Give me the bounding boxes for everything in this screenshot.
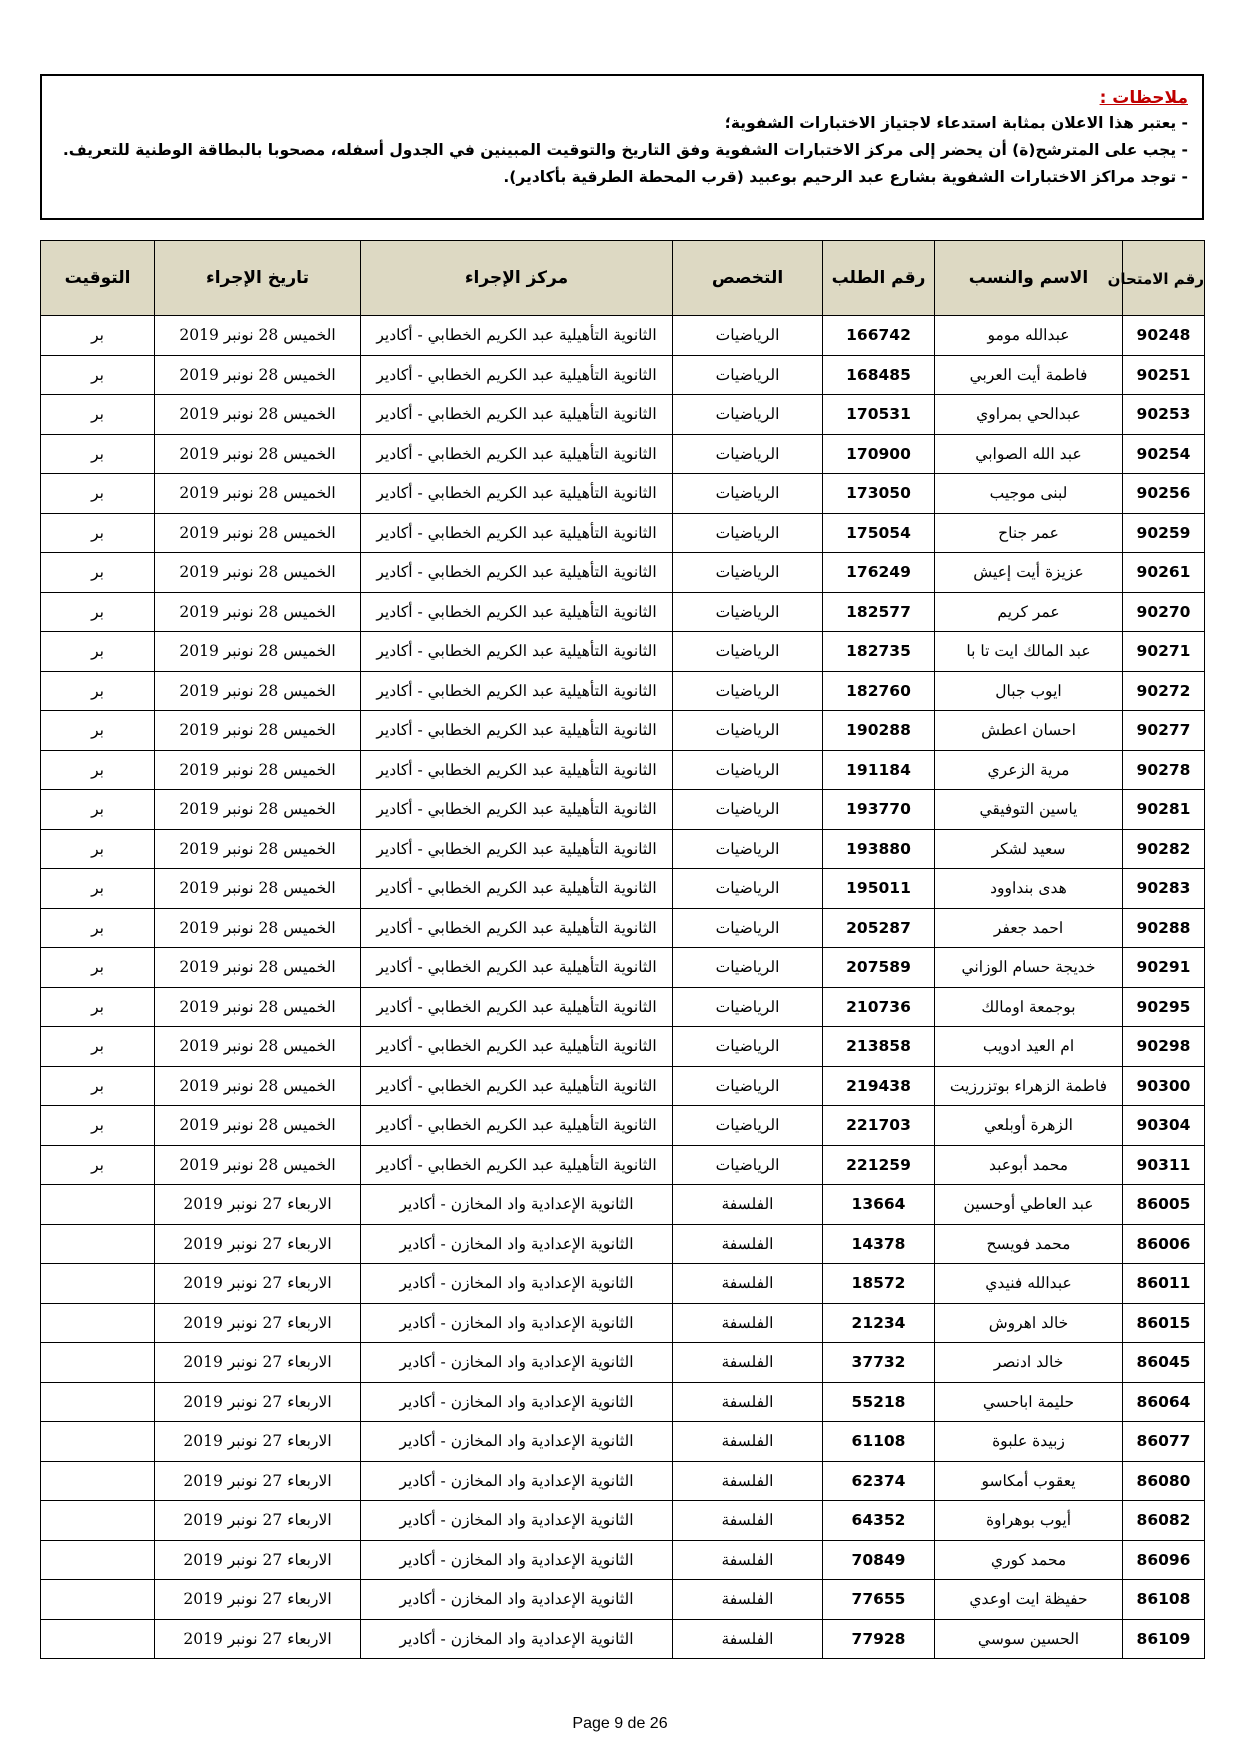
cell-exam-number: 90291 bbox=[1123, 948, 1205, 988]
cell-name: عبد المالك ايت تا با bbox=[935, 632, 1123, 672]
cell-request-number: 210736 bbox=[823, 987, 935, 1027]
cell-specialty: الرياضيات bbox=[673, 908, 823, 948]
cell-specialty: الفلسفة bbox=[673, 1343, 823, 1383]
cell-request-number: 77928 bbox=[823, 1619, 935, 1659]
cell-date: الخميس 28 نونبر 2019 bbox=[155, 948, 361, 988]
cell-request-number: 77655 bbox=[823, 1580, 935, 1620]
cell-name: ام العيد ادويب bbox=[935, 1027, 1123, 1067]
cell-name: خديجة حسام الوزاني bbox=[935, 948, 1123, 988]
cell-center: الثانوية التأهيلية عبد الكريم الخطابي - أكادير bbox=[361, 829, 673, 869]
cell-name: عبدالحي بمراوي bbox=[935, 395, 1123, 435]
notes-box bbox=[40, 74, 1204, 220]
cell-request-number: 193770 bbox=[823, 790, 935, 830]
table-row bbox=[41, 513, 1205, 553]
cell-center: الثانوية التأهيلية عبد الكريم الخطابي - أكادير bbox=[361, 1066, 673, 1106]
cell-date: الخميس 28 نونبر 2019 bbox=[155, 553, 361, 593]
cell-specialty: الرياضيات bbox=[673, 592, 823, 632]
cell-time: بر bbox=[41, 1106, 155, 1146]
cell-name: خالد ادنصر bbox=[935, 1343, 1123, 1383]
table-row bbox=[41, 987, 1205, 1027]
cell-request-number: 13664 bbox=[823, 1185, 935, 1225]
cell-request-number: 61108 bbox=[823, 1422, 935, 1462]
cell-date: الخميس 28 نونبر 2019 bbox=[155, 711, 361, 751]
cell-time bbox=[41, 1224, 155, 1264]
cell-request-number: 213858 bbox=[823, 1027, 935, 1067]
cell-time: بر bbox=[41, 869, 155, 909]
cell-exam-number: 86109 bbox=[1123, 1619, 1205, 1659]
cell-request-number: 170531 bbox=[823, 395, 935, 435]
cell-request-number: 21234 bbox=[823, 1303, 935, 1343]
table-row bbox=[41, 1580, 1205, 1620]
cell-exam-number: 90283 bbox=[1123, 869, 1205, 909]
cell-date: الخميس 28 نونبر 2019 bbox=[155, 632, 361, 672]
cell-specialty: الرياضيات bbox=[673, 513, 823, 553]
cell-center: الثانوية التأهيلية عبد الكريم الخطابي - أكادير bbox=[361, 474, 673, 514]
cell-request-number: 195011 bbox=[823, 869, 935, 909]
cell-time: بر bbox=[41, 434, 155, 474]
cell-exam-number: 90251 bbox=[1123, 355, 1205, 395]
cell-date: الخميس 28 نونبر 2019 bbox=[155, 750, 361, 790]
cell-date: الخميس 28 نونبر 2019 bbox=[155, 316, 361, 356]
cell-exam-number: 90298 bbox=[1123, 1027, 1205, 1067]
cell-specialty: الفلسفة bbox=[673, 1264, 823, 1304]
cell-specialty: الرياضيات bbox=[673, 316, 823, 356]
cell-name: فاطمة أيت العربي bbox=[935, 355, 1123, 395]
cell-time bbox=[41, 1540, 155, 1580]
cell-date: الاربعاء 27 نونبر 2019 bbox=[155, 1461, 361, 1501]
cell-center: الثانوية الإعدادية واد المخازن - أكادير bbox=[361, 1461, 673, 1501]
table-row bbox=[41, 829, 1205, 869]
table-row bbox=[41, 1027, 1205, 1067]
cell-request-number: 176249 bbox=[823, 553, 935, 593]
cell-name: ياسين التوفيقي bbox=[935, 790, 1123, 830]
cell-specialty: الرياضيات bbox=[673, 553, 823, 593]
cell-specialty: الرياضيات bbox=[673, 1145, 823, 1185]
cell-center: الثانوية الإعدادية واد المخازن - أكادير bbox=[361, 1619, 673, 1659]
cell-request-number: 182735 bbox=[823, 632, 935, 672]
cell-exam-number: 90295 bbox=[1123, 987, 1205, 1027]
cell-exam-number: 86006 bbox=[1123, 1224, 1205, 1264]
cell-time: بر bbox=[41, 948, 155, 988]
candidates-table bbox=[40, 240, 1205, 1659]
cell-center: الثانوية التأهيلية عبد الكريم الخطابي - أكادير bbox=[361, 513, 673, 553]
cell-request-number: 168485 bbox=[823, 355, 935, 395]
cell-specialty: الرياضيات bbox=[673, 790, 823, 830]
cell-request-number: 190288 bbox=[823, 711, 935, 751]
cell-request-number: 205287 bbox=[823, 908, 935, 948]
cell-exam-number: 90277 bbox=[1123, 711, 1205, 751]
table-row bbox=[41, 632, 1205, 672]
cell-date: الاربعاء 27 نونبر 2019 bbox=[155, 1224, 361, 1264]
cell-request-number: 166742 bbox=[823, 316, 935, 356]
cell-time bbox=[41, 1619, 155, 1659]
cell-request-number: 18572 bbox=[823, 1264, 935, 1304]
cell-date: الخميس 28 نونبر 2019 bbox=[155, 592, 361, 632]
cell-name: بوجمعة اومالك bbox=[935, 987, 1123, 1027]
table-row bbox=[41, 1145, 1205, 1185]
cell-exam-number: 90270 bbox=[1123, 592, 1205, 632]
cell-center: الثانوية التأهيلية عبد الكريم الخطابي - أكادير bbox=[361, 790, 673, 830]
notes-line-1: - يعتبر هذا الاعلان بمثابة استدعاء لاجتياز الاختبارات الشفوية؛ bbox=[724, 114, 1188, 132]
notes-line-2: - يجب على المترشح(ة) أن يحضر إلى مركز الاختبارات الشفوية وفق التاريخ والتوقيت المبينين في الجدول أسفله، مصحوبا بالبطاقة الوطنية للتعريف. bbox=[62, 141, 1188, 159]
cell-request-number: 14378 bbox=[823, 1224, 935, 1264]
cell-center: الثانوية التأهيلية عبد الكريم الخطابي - أكادير bbox=[361, 869, 673, 909]
cell-center: الثانوية التأهيلية عبد الكريم الخطابي - أكادير bbox=[361, 316, 673, 356]
cell-exam-number: 90261 bbox=[1123, 553, 1205, 593]
cell-specialty: الرياضيات bbox=[673, 987, 823, 1027]
cell-request-number: 55218 bbox=[823, 1382, 935, 1422]
notes-title: ملاحظات : bbox=[1099, 88, 1188, 108]
cell-center: الثانوية الإعدادية واد المخازن - أكادير bbox=[361, 1224, 673, 1264]
cell-exam-number: 86108 bbox=[1123, 1580, 1205, 1620]
table-row bbox=[41, 1224, 1205, 1264]
cell-specialty: الفلسفة bbox=[673, 1619, 823, 1659]
cell-date: الاربعاء 27 نونبر 2019 bbox=[155, 1185, 361, 1225]
cell-time: بر bbox=[41, 829, 155, 869]
cell-date: الاربعاء 27 نونبر 2019 bbox=[155, 1501, 361, 1541]
cell-exam-number: 86045 bbox=[1123, 1343, 1205, 1383]
cell-time bbox=[41, 1303, 155, 1343]
header-time: التوقيت bbox=[41, 241, 155, 316]
cell-exam-number: 90278 bbox=[1123, 750, 1205, 790]
cell-request-number: 221703 bbox=[823, 1106, 935, 1146]
cell-center: الثانوية الإعدادية واد المخازن - أكادير bbox=[361, 1501, 673, 1541]
cell-name: محمد كوري bbox=[935, 1540, 1123, 1580]
cell-specialty: الفلسفة bbox=[673, 1303, 823, 1343]
cell-exam-number: 86064 bbox=[1123, 1382, 1205, 1422]
cell-request-number: 62374 bbox=[823, 1461, 935, 1501]
cell-exam-number: 90282 bbox=[1123, 829, 1205, 869]
cell-date: الاربعاء 27 نونبر 2019 bbox=[155, 1580, 361, 1620]
header-exam-number: رقم الامتحان bbox=[1123, 241, 1205, 316]
cell-time bbox=[41, 1185, 155, 1225]
table-row bbox=[41, 711, 1205, 751]
table-row bbox=[41, 1382, 1205, 1422]
cell-center: الثانوية الإعدادية واد المخازن - أكادير bbox=[361, 1303, 673, 1343]
cell-request-number: 173050 bbox=[823, 474, 935, 514]
cell-time: بر bbox=[41, 592, 155, 632]
cell-request-number: 175054 bbox=[823, 513, 935, 553]
table-row bbox=[41, 1461, 1205, 1501]
cell-name: عبدالله مومو bbox=[935, 316, 1123, 356]
cell-exam-number: 90253 bbox=[1123, 395, 1205, 435]
cell-time bbox=[41, 1422, 155, 1462]
cell-date: الاربعاء 27 نونبر 2019 bbox=[155, 1303, 361, 1343]
header-request-number: رقم الطلب bbox=[823, 241, 935, 316]
cell-date: الخميس 28 نونبر 2019 bbox=[155, 1145, 361, 1185]
cell-time bbox=[41, 1382, 155, 1422]
cell-time: بر bbox=[41, 513, 155, 553]
cell-exam-number: 90281 bbox=[1123, 790, 1205, 830]
cell-request-number: 37732 bbox=[823, 1343, 935, 1383]
table-row bbox=[41, 355, 1205, 395]
cell-center: الثانوية التأهيلية عبد الكريم الخطابي - أكادير bbox=[361, 632, 673, 672]
cell-name: خالد اهروش bbox=[935, 1303, 1123, 1343]
cell-exam-number: 86082 bbox=[1123, 1501, 1205, 1541]
cell-name: أيوب بوهراوة bbox=[935, 1501, 1123, 1541]
cell-name: يعقوب أمكاسو bbox=[935, 1461, 1123, 1501]
cell-specialty: الفلسفة bbox=[673, 1580, 823, 1620]
cell-time: بر bbox=[41, 671, 155, 711]
cell-time: بر bbox=[41, 553, 155, 593]
cell-specialty: الفلسفة bbox=[673, 1461, 823, 1501]
cell-name: احمد جعفر bbox=[935, 908, 1123, 948]
cell-specialty: الفلسفة bbox=[673, 1422, 823, 1462]
cell-center: الثانوية التأهيلية عبد الكريم الخطابي - أكادير bbox=[361, 1106, 673, 1146]
table-row bbox=[41, 1185, 1205, 1225]
cell-specialty: الفلسفة bbox=[673, 1185, 823, 1225]
cell-center: الثانوية التأهيلية عبد الكريم الخطابي - أكادير bbox=[361, 908, 673, 948]
cell-time: بر bbox=[41, 316, 155, 356]
cell-time: بر bbox=[41, 1027, 155, 1067]
cell-name: حفيظة ايت اوعدي bbox=[935, 1580, 1123, 1620]
cell-exam-number: 86096 bbox=[1123, 1540, 1205, 1580]
cell-specialty: الرياضيات bbox=[673, 1106, 823, 1146]
cell-name: لبنى موجيب bbox=[935, 474, 1123, 514]
cell-request-number: 219438 bbox=[823, 1066, 935, 1106]
cell-name: الحسين سوسي bbox=[935, 1619, 1123, 1659]
cell-center: الثانوية الإعدادية واد المخازن - أكادير bbox=[361, 1422, 673, 1462]
notes-line-3: - توجد مراكز الاختبارات الشفوية بشارع عبد الرحيم بوعبيد (قرب المحطة الطرقية بأكادير). bbox=[503, 168, 1188, 186]
cell-request-number: 191184 bbox=[823, 750, 935, 790]
cell-date: الاربعاء 27 نونبر 2019 bbox=[155, 1382, 361, 1422]
cell-name: محمد أبوعبد bbox=[935, 1145, 1123, 1185]
cell-time: بر bbox=[41, 987, 155, 1027]
cell-specialty: الرياضيات bbox=[673, 355, 823, 395]
cell-exam-number: 90248 bbox=[1123, 316, 1205, 356]
cell-specialty: الفلسفة bbox=[673, 1501, 823, 1541]
cell-name: عزيزة أيت إعيش bbox=[935, 553, 1123, 593]
cell-date: الاربعاء 27 نونبر 2019 bbox=[155, 1343, 361, 1383]
cell-name: عبدالله فنيدي bbox=[935, 1264, 1123, 1304]
cell-time: بر bbox=[41, 632, 155, 672]
table-row bbox=[41, 1106, 1205, 1146]
cell-center: الثانوية التأهيلية عبد الكريم الخطابي - أكادير bbox=[361, 434, 673, 474]
table-header-row bbox=[41, 241, 1205, 316]
cell-time: بر bbox=[41, 355, 155, 395]
cell-time bbox=[41, 1461, 155, 1501]
cell-date: الخميس 28 نونبر 2019 bbox=[155, 1066, 361, 1106]
cell-name: احسان اعطش bbox=[935, 711, 1123, 751]
header-center: مركز الإجراء bbox=[361, 241, 673, 316]
cell-exam-number: 90300 bbox=[1123, 1066, 1205, 1106]
cell-specialty: الرياضيات bbox=[673, 474, 823, 514]
table-row bbox=[41, 1422, 1205, 1462]
cell-specialty: الرياضيات bbox=[673, 671, 823, 711]
cell-date: الخميس 28 نونبر 2019 bbox=[155, 790, 361, 830]
cell-exam-number: 86015 bbox=[1123, 1303, 1205, 1343]
table-row bbox=[41, 790, 1205, 830]
cell-center: الثانوية التأهيلية عبد الكريم الخطابي - أكادير bbox=[361, 355, 673, 395]
cell-center: الثانوية التأهيلية عبد الكريم الخطابي - أكادير bbox=[361, 395, 673, 435]
table-row bbox=[41, 1501, 1205, 1541]
cell-date: الاربعاء 27 نونبر 2019 bbox=[155, 1422, 361, 1462]
cell-name: محمد فويسح bbox=[935, 1224, 1123, 1264]
table-row bbox=[41, 948, 1205, 988]
cell-request-number: 70849 bbox=[823, 1540, 935, 1580]
cell-exam-number: 90272 bbox=[1123, 671, 1205, 711]
cell-exam-number: 86080 bbox=[1123, 1461, 1205, 1501]
cell-center: الثانوية الإعدادية واد المخازن - أكادير bbox=[361, 1382, 673, 1422]
cell-date: الخميس 28 نونبر 2019 bbox=[155, 434, 361, 474]
cell-time: بر bbox=[41, 395, 155, 435]
cell-request-number: 193880 bbox=[823, 829, 935, 869]
table-row bbox=[41, 1540, 1205, 1580]
cell-date: الخميس 28 نونبر 2019 bbox=[155, 987, 361, 1027]
header-date: تاريخ الإجراء bbox=[155, 241, 361, 316]
cell-exam-number: 90256 bbox=[1123, 474, 1205, 514]
cell-name: عبد العاطي أوحسين bbox=[935, 1185, 1123, 1225]
cell-time bbox=[41, 1580, 155, 1620]
cell-center: الثانوية التأهيلية عبد الكريم الخطابي - أكادير bbox=[361, 948, 673, 988]
cell-center: الثانوية التأهيلية عبد الكريم الخطابي - أكادير bbox=[361, 592, 673, 632]
cell-center: الثانوية التأهيلية عبد الكريم الخطابي - أكادير bbox=[361, 987, 673, 1027]
table-body bbox=[41, 316, 1205, 1659]
cell-time bbox=[41, 1501, 155, 1541]
cell-center: الثانوية الإعدادية واد المخازن - أكادير bbox=[361, 1185, 673, 1225]
cell-date: الخميس 28 نونبر 2019 bbox=[155, 1027, 361, 1067]
cell-date: الاربعاء 27 نونبر 2019 bbox=[155, 1619, 361, 1659]
cell-request-number: 170900 bbox=[823, 434, 935, 474]
cell-center: الثانوية الإعدادية واد المخازن - أكادير bbox=[361, 1264, 673, 1304]
cell-date: الاربعاء 27 نونبر 2019 bbox=[155, 1264, 361, 1304]
cell-time: بر bbox=[41, 474, 155, 514]
cell-name: هدى بنداوود bbox=[935, 869, 1123, 909]
cell-time: بر bbox=[41, 790, 155, 830]
header-specialty: التخصص bbox=[673, 241, 823, 316]
cell-date: الخميس 28 نونبر 2019 bbox=[155, 395, 361, 435]
table-row bbox=[41, 908, 1205, 948]
cell-specialty: الفلسفة bbox=[673, 1540, 823, 1580]
cell-specialty: الرياضيات bbox=[673, 1027, 823, 1067]
page-number: Page 9 de 26 bbox=[572, 1715, 668, 1732]
cell-time: بر bbox=[41, 711, 155, 751]
table-row bbox=[41, 671, 1205, 711]
cell-name: ايوب جبال bbox=[935, 671, 1123, 711]
cell-request-number: 64352 bbox=[823, 1501, 935, 1541]
cell-specialty: الفلسفة bbox=[673, 1382, 823, 1422]
cell-center: الثانوية التأهيلية عبد الكريم الخطابي - أكادير bbox=[361, 1027, 673, 1067]
table-row bbox=[41, 434, 1205, 474]
cell-date: الخميس 28 نونبر 2019 bbox=[155, 671, 361, 711]
cell-specialty: الرياضيات bbox=[673, 948, 823, 988]
cell-center: الثانوية التأهيلية عبد الكريم الخطابي - أكادير bbox=[361, 750, 673, 790]
cell-exam-number: 90311 bbox=[1123, 1145, 1205, 1185]
table-row bbox=[41, 316, 1205, 356]
cell-request-number: 182577 bbox=[823, 592, 935, 632]
cell-name: الزهرة أوبلعي bbox=[935, 1106, 1123, 1146]
cell-request-number: 207589 bbox=[823, 948, 935, 988]
cell-name: فاطمة الزهراء بوتزرزيت bbox=[935, 1066, 1123, 1106]
table-row bbox=[41, 474, 1205, 514]
cell-exam-number: 90304 bbox=[1123, 1106, 1205, 1146]
cell-date: الخميس 28 نونبر 2019 bbox=[155, 474, 361, 514]
cell-exam-number: 86011 bbox=[1123, 1264, 1205, 1304]
table-row bbox=[41, 750, 1205, 790]
table-row bbox=[41, 1619, 1205, 1659]
cell-specialty: الرياضيات bbox=[673, 434, 823, 474]
table-row bbox=[41, 592, 1205, 632]
cell-date: الخميس 28 نونبر 2019 bbox=[155, 908, 361, 948]
cell-specialty: الرياضيات bbox=[673, 395, 823, 435]
cell-center: الثانوية التأهيلية عبد الكريم الخطابي - أكادير bbox=[361, 1145, 673, 1185]
cell-exam-number: 86005 bbox=[1123, 1185, 1205, 1225]
cell-name: مرية الزعري bbox=[935, 750, 1123, 790]
cell-name: سعيد لشكر bbox=[935, 829, 1123, 869]
cell-specialty: الرياضيات bbox=[673, 632, 823, 672]
cell-center: الثانوية التأهيلية عبد الكريم الخطابي - أكادير bbox=[361, 671, 673, 711]
cell-exam-number: 90254 bbox=[1123, 434, 1205, 474]
cell-date: الخميس 28 نونبر 2019 bbox=[155, 355, 361, 395]
cell-center: الثانوية التأهيلية عبد الكريم الخطابي - أكادير bbox=[361, 553, 673, 593]
cell-center: الثانوية الإعدادية واد المخازن - أكادير bbox=[361, 1343, 673, 1383]
cell-date: الاربعاء 27 نونبر 2019 bbox=[155, 1540, 361, 1580]
cell-request-number: 182760 bbox=[823, 671, 935, 711]
cell-exam-number: 86077 bbox=[1123, 1422, 1205, 1462]
cell-time: بر bbox=[41, 1066, 155, 1106]
table-row bbox=[41, 1303, 1205, 1343]
cell-time: بر bbox=[41, 750, 155, 790]
cell-specialty: الرياضيات bbox=[673, 750, 823, 790]
cell-time bbox=[41, 1343, 155, 1383]
cell-exam-number: 90271 bbox=[1123, 632, 1205, 672]
header-name: الاسم والنسب bbox=[935, 241, 1123, 316]
table-row bbox=[41, 1343, 1205, 1383]
cell-specialty: الرياضيات bbox=[673, 829, 823, 869]
cell-exam-number: 90288 bbox=[1123, 908, 1205, 948]
cell-date: الخميس 28 نونبر 2019 bbox=[155, 829, 361, 869]
cell-name: عمر جناح bbox=[935, 513, 1123, 553]
cell-specialty: الرياضيات bbox=[673, 869, 823, 909]
cell-time: بر bbox=[41, 1145, 155, 1185]
cell-exam-number: 90259 bbox=[1123, 513, 1205, 553]
cell-name: عبد الله الصوابي bbox=[935, 434, 1123, 474]
cell-date: الخميس 28 نونبر 2019 bbox=[155, 869, 361, 909]
table-row bbox=[41, 395, 1205, 435]
cell-date: الخميس 28 نونبر 2019 bbox=[155, 513, 361, 553]
cell-request-number: 221259 bbox=[823, 1145, 935, 1185]
table-row bbox=[41, 1264, 1205, 1304]
cell-time bbox=[41, 1264, 155, 1304]
table-row bbox=[41, 869, 1205, 909]
cell-center: الثانوية الإعدادية واد المخازن - أكادير bbox=[361, 1540, 673, 1580]
cell-specialty: الرياضيات bbox=[673, 1066, 823, 1106]
cell-specialty: الفلسفة bbox=[673, 1224, 823, 1264]
cell-time: بر bbox=[41, 908, 155, 948]
table-row bbox=[41, 1066, 1205, 1106]
cell-name: عمر كريم bbox=[935, 592, 1123, 632]
cell-date: الخميس 28 نونبر 2019 bbox=[155, 1106, 361, 1146]
table-row bbox=[41, 553, 1205, 593]
cell-center: الثانوية التأهيلية عبد الكريم الخطابي - أكادير bbox=[361, 711, 673, 751]
cell-name: حليمة اباحسي bbox=[935, 1382, 1123, 1422]
cell-name: زبيدة علبوة bbox=[935, 1422, 1123, 1462]
cell-specialty: الرياضيات bbox=[673, 711, 823, 751]
cell-center: الثانوية الإعدادية واد المخازن - أكادير bbox=[361, 1580, 673, 1620]
